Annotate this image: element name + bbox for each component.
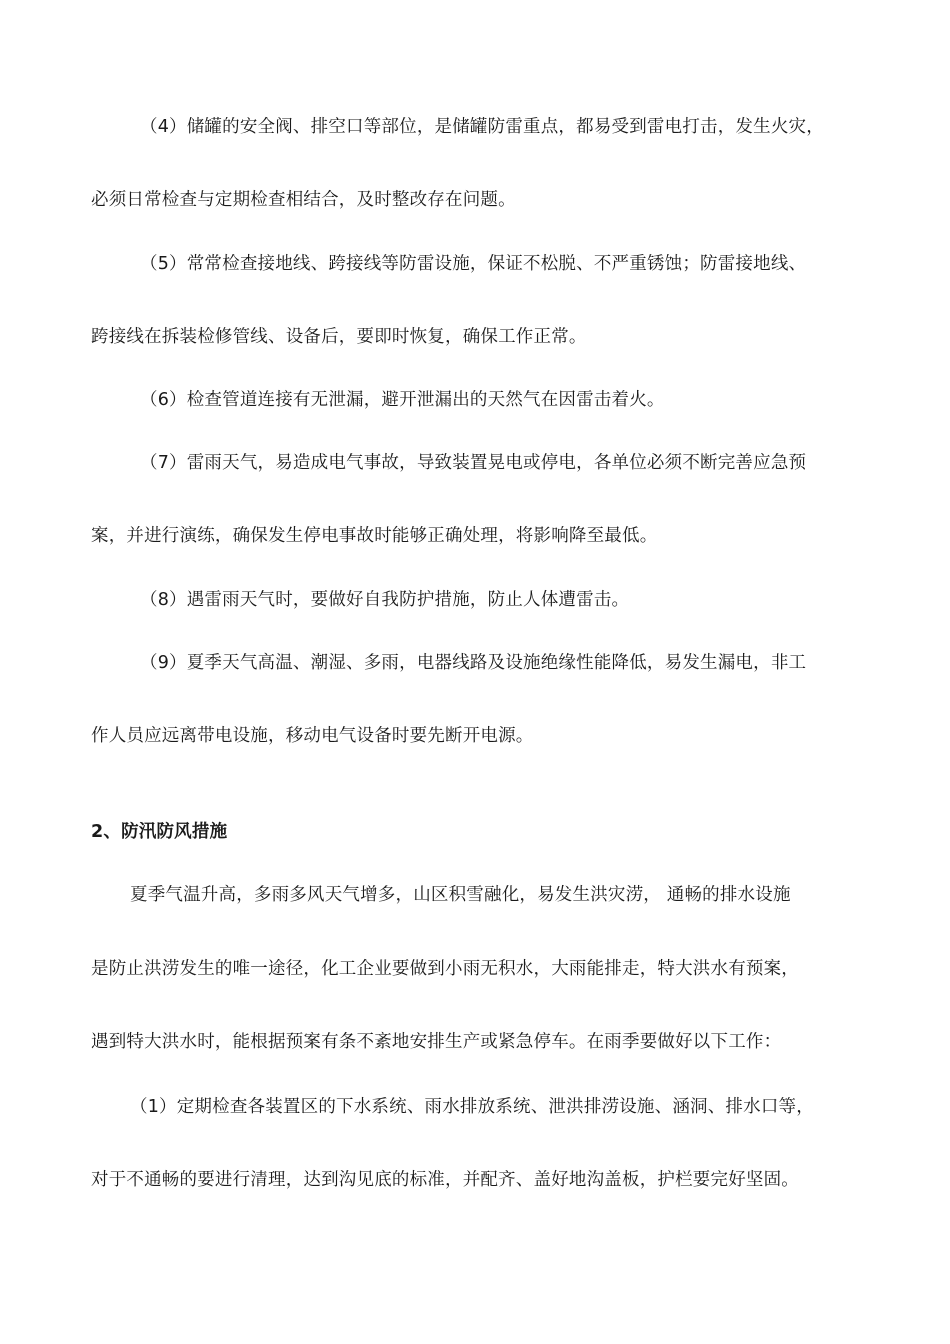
paragraph-item-9-line-1: （9）夏季天气高温、潮湿、多雨，电器线路及设施绝缘性能降低，易发生漏电，非工 — [140, 653, 807, 673]
paragraph-item-7-line-2: 案，并进行演练，确保发生停电事故时能够正确处理，将影响降至最低。 — [91, 526, 658, 546]
section-intro-line-1: 夏季气温升高，多雨多风天气增多，山区积雪融化，易发生洪灾涝， 通畅的排水设施 — [130, 885, 791, 905]
section-intro-line-3: 遇到特大洪水时，能根据预案有条不紊地安排生产或紧急停车。在雨季要做好以下工作： — [91, 1032, 782, 1052]
paragraph-item-8: （8）遇雷雨天气时，要做好自我防护措施，防止人体遭雷击。 — [140, 590, 630, 610]
section-heading: 2、防汛防风措施 — [91, 822, 228, 842]
paragraph-item-4-line-2: 必须日常检查与定期检查相结合，及时整改存在问题。 — [91, 190, 516, 210]
paragraph-item-7-line-1: （7）雷雨天气，易造成电气事故，导致装置晃电或停电，各单位必须不断完善应急预 — [140, 453, 807, 473]
paragraph-item-6: （6）检查管道连接有无泄漏，避开泄漏出的天然气在因雷击着火。 — [140, 390, 665, 410]
section-item-1-line-2: 对于不通畅的要进行清理，达到沟见底的标准，并配齐、盖好地沟盖板，护栏要完好坚固。 — [91, 1170, 799, 1190]
paragraph-item-5-line-2: 跨接线在拆装检修管线、设备后，要即时恢复，确保工作正常。 — [91, 327, 587, 347]
paragraph-item-9-line-2: 作人员应远离带电设施，移动电气设备时要先断开电源。 — [91, 726, 534, 746]
section-item-1-line-1: （1）定期检查各装置区的下水系统、雨水排放系统、泄洪排涝设施、涵洞、排水口等， — [130, 1097, 814, 1117]
paragraph-item-5-line-1: （5）常常检查接地线、跨接线等防雷设施，保证不松脱、不严重锈蚀；防雷接地线、 — [140, 254, 807, 274]
paragraph-item-4-line-1: （4）储罐的安全阀、排空口等部位，是储罐防雷重点，都易受到雷电打击，发生火灾， — [140, 117, 824, 137]
section-intro-line-2: 是防止洪涝发生的唯一途径，化工企业要做到小雨无积水，大雨能排走，特大洪水有预案， — [91, 959, 799, 979]
